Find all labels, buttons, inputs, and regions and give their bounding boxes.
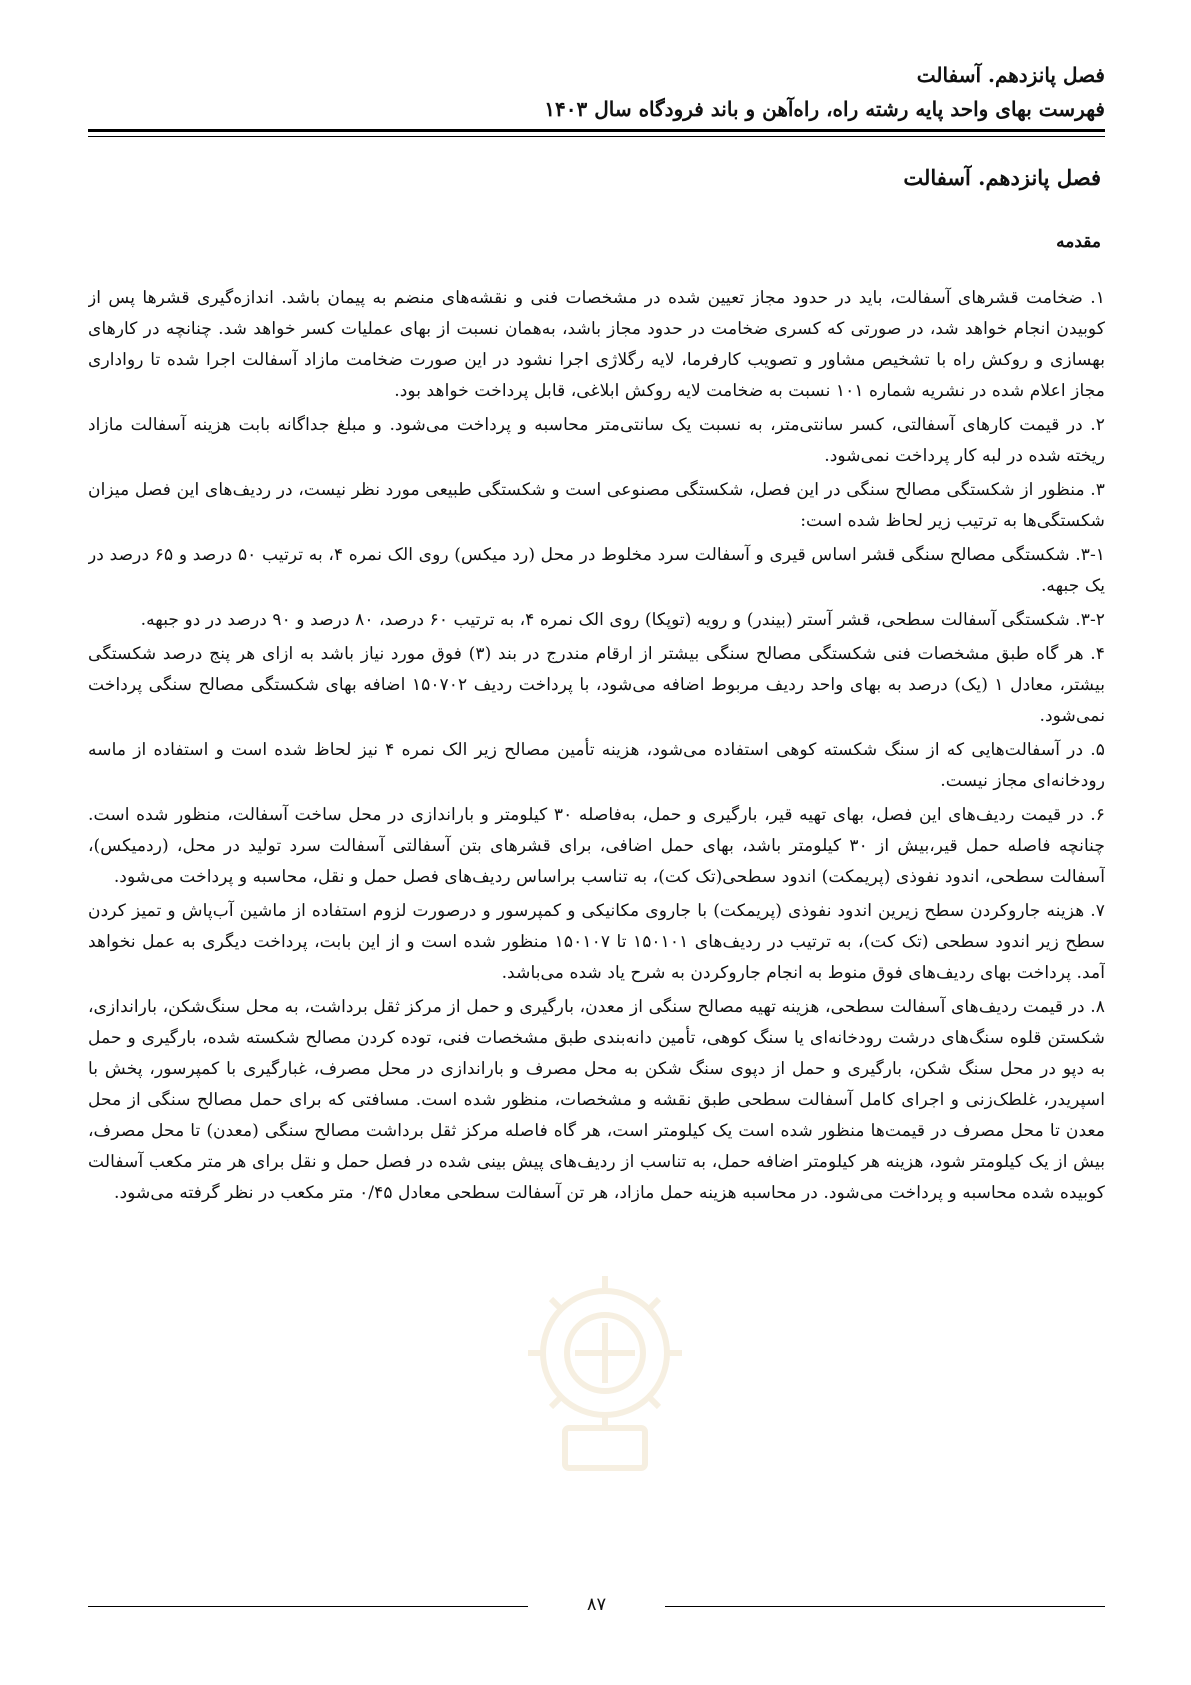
header-divider-thick [88,129,1105,132]
page-header [88,58,1105,126]
paragraph: ۳. منظور از شکستگی مصالح سنگی در این فصل، شکستگی مصنوعی است و شکستگی طبیعی مورد نظر نیست، در ردیف‌های این فصل میزان شکستگی‌ها به ترتیب زیر لحاظ شده است: [88,480,1105,531]
paragraph: ۷. هزینه جاروکردن سطح زیرین اندود نفوذی (پریمکت) با جاروی مکانیکی و کمپرسور و درصورت لزوم استفاده از ماشین آب‌پاش و تمیز کردن سطح زیر اندود سطحی (تک کت)، به ترتیب در ردیف‌های ۱۵۰۱۰۱ تا ۱۵۰۱۰۷ منظور شده است و از این بابت، پرداخت دیگری به عمل نخواهد آمد. پرداخت بهای ردیف‌های فوق منوط به انجام جاروکردن به شرح یاد شده می‌باشد. [88,901,1105,983]
page-number: ۸۷ [586,1594,607,1615]
introduction-heading: مقدمه [1056,232,1101,252]
header-chapter-title: فصل پانزدهم. آسفالت [916,63,1105,87]
paragraph: ۲. در قیمت کارهای آسفالتی، کسر سانتی‌متر، به نسبت یک سانتی‌متر محاسبه و پرداخت می‌شود. و مبلغ جداگانه بابت هزینه آسفالت مازاد ریخته شده در لبه کار پرداخت نمی‌شود. [88,415,1105,466]
paragraph: ۵. در آسفالت‌هایی که از سنگ شکسته کوهی استفاده می‌شود، هزینه تأمین مصالح زیر الک نمره ۴ نیز لحاظ شده است و استفاده از ماسه رودخانه‌ای مجاز نیست. [88,740,1105,791]
page-footer [88,1590,1105,1620]
paragraph: ۶. در قیمت ردیف‌های این فصل، بهای تهیه قیر، بارگیری و حمل، به‌فاصله ۳۰ کیلومتر و باراندازی در محل ساخت آسفالت، منظور شده است. چنانچه فاصله حمل قیر،بیش از ۳۰ کیلومتر باشد، بهای حمل اضافی، برای قشرهای بتن آسفالتی آسفالت سرد تولید در محل، (ردمیکس)، آسفالت سطحی، اندود نفوذی (پریمکت) اندود سطحی(تک کت)، به تناسب براساس ردیف‌های فصل حمل و نقل، محاسبه و پرداخت می‌شود. [88,805,1105,887]
header-divider-thin [88,136,1105,137]
paragraph: ۳-۱. شکستگی مصالح سنگی قشر اساس قیری و آسفالت سرد مخلوط در محل (رد میکس) روی الک نمره ۴، به ترتیب ۵۰ درصد و ۶۵ درصد در یک جبهه. [88,545,1105,596]
paragraph: ۴. هر گاه طبق مشخصات فنی شکستگی مصالح سنگی بیشتر از ارقام مندرج در بند (۳) فوق مورد نیاز باشد به ازای هر پنج درصد شکستگی بیشتر، معادل ۱ (یک) درصد به بهای واحد ردیف مربوط اضافه می‌شود، با پرداخت ردیف ۱۵۰۷۰۲ اضافه بهای شکستگی مصالح سنگی پرداخت نمی‌شود. [88,644,1105,726]
paragraph: ۸. در قیمت ردیف‌های آسفالت سطحی، هزینه تهیه مصالح سنگی از معدن، بارگیری و حمل از مرکز ثقل برداشت، به محل سنگ‌شکن، باراندازی، شکستن قلوه سنگ‌های درشت رودخانه‌ای یا سنگ کوهی، تأمین دانه‌بندی طبق مشخصات فنی، توده کردن مصالح شکسته شده، بارگیری و حمل به دپو در محل سنگ شکن، بارگیری و حمل از دپوی سنگ شکن به محل مصرف و باراندازی در محل مصرف، غبارگیری با کمپرسور، پخش با اسپریدر، غلطک‌زنی و اجرای کامل آسفالت سطحی طبق نقشه و مشخصات، منظور شده است. مسافتی که برای حمل مصالح سنگی از محل معدن تا محل مصرف در قیمت‌ها منظور شده است یک کیلومتر است، هر گاه فاصله مرکز ثقل برداشت مصالح سنگی (معدن) تا محل مصرف، بیش از یک کیلومتر شود، هزینه هر کیلومتر اضافه حمل، به تناسب از ردیف‌های پیش بینی شده در فصل حمل و نقل برای هر متر مکعب آسفالت کوبیده شده محاسبه و پرداخت می‌شود. در محاسبه هزینه حمل مازاد، هر تن آسفالت سطحی معادل ۰/۴۵ متر مکعب در نظر گرفته می‌شود. [88,997,1105,1203]
paragraph: ۳-۲. شکستگی آسفالت سطحی، قشر آستر (بیندر) و رویه (توپکا) روی الک نمره ۴، به ترتیب ۶۰ درصد، ۸۰ درصد و ۹۰ درصد در دو جبهه. [140,610,1105,630]
header-subtitle: فهرست بهای واحد پایه رشته راه، راه‌آهن و باند فرودگاه سال ۱۴۰۳ [544,97,1105,121]
paragraph: ۱. ضخامت قشرهای آسفالت، باید در حدود مجاز تعیین شده در مشخصات فنی و نقشه‌های منضم به پیمان باشد. اندازه‌گیری قشرها پس از کوبیدن انجام خواهد شد، در صورتی که کسری ضخامت در حدود مجاز باشد، به‌همان نسبت از بهای عملیات کسر خواهد شد. چنانچه در کارهای بهسازی و روکش راه با تشخیص مشاور و تصویب کارفرما، لایه رگلاژی اجرا نشود در این صورت ضخامت مازاد آسفالت اجرا شده تا رواداری مجاز اعلام شده در نشریه شماره ۱۰۱ نسبت به ضخامت لایه روکش ابلاغی، قابل پرداخت خواهد بود. [88,288,1105,401]
section-title: فصل پانزدهم. آسفالت [903,165,1101,190]
body-text [88,283,1105,1563]
